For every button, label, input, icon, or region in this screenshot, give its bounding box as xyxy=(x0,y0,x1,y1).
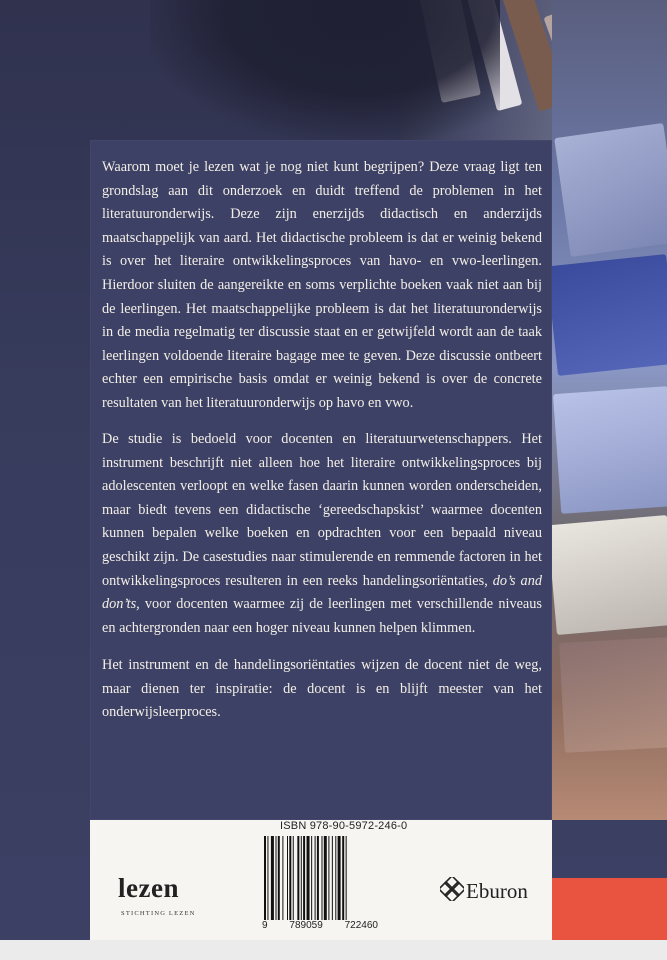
blurb-paragraph-2-emphasis: do’s and don’ts, xyxy=(102,572,542,613)
barcode-bar xyxy=(346,836,347,920)
barcode-digit-group-1: 789059 xyxy=(289,920,323,931)
book-cover xyxy=(552,515,667,635)
barcode-bar xyxy=(332,836,333,920)
barcode-digit-group-2: 722460 xyxy=(344,920,378,931)
barcode-bar xyxy=(293,836,294,920)
barcode-bar xyxy=(338,836,341,920)
barcode-bar xyxy=(322,836,323,920)
barcode-bar xyxy=(264,836,266,920)
barcode-bar xyxy=(289,836,291,920)
book-cover xyxy=(553,386,667,514)
accent-block xyxy=(552,878,667,940)
barcode-digit-lead: 9 xyxy=(262,920,268,931)
barcode-bar xyxy=(276,836,277,920)
barcode-bar xyxy=(267,836,268,920)
barcode xyxy=(262,836,378,920)
book-cover xyxy=(552,254,667,376)
book-cover xyxy=(554,123,667,257)
blurb-paragraph-2-part-2: voor docenten waarmee zij de leerlingen met verschillende niveaus en achtergronden naar een hoger niveau kunnen helpen klimmen. xyxy=(102,596,542,636)
barcode-bar xyxy=(303,836,305,920)
eburon-diamond-icon xyxy=(440,877,464,901)
eburon-logo-text: Eburon xyxy=(466,879,528,903)
blurb-paragraph-1: Waarom moet je lezen wat je nog niet kunt begrijpen? Deze vraag ligt ten grondslag aan dit onderzoek en duidt treffend de problemen in het literatuuronderwijs. Deze zijn enerzijds didactisch en anderzijds maatschappelijk van aard. Het didactische probleem is dat er weinig bekend is over het literaire ontwikkelingsproces van havo- en vwo-leerlingen. Hierdoor sluiten de aangereikte en soms verplichte boeken vaak niet aan bij de leerlingen. Het maatschappelijke probleem is dat het literatuuronderwijs in de media regelmatig ter discussie staat en er getwijfeld wordt aan de taak leerlingen voldoende literaire bagage mee te geven. Deze discussie ontbeert echter een empirische basis omdat er weinig bekend is over de concrete resultaten van het literatuuronderwijs op havo en vwo. xyxy=(102,159,542,411)
page-edge xyxy=(0,940,667,960)
barcode-bar xyxy=(328,836,329,920)
barcode-bar xyxy=(324,836,327,920)
barcode-bar xyxy=(282,836,283,920)
barcode-bar xyxy=(315,836,316,920)
barcode-digits xyxy=(262,920,378,931)
blurb-paragraph-2-part-1: De studie is bedoeld voor docenten en literatuurwetenschappers. Het instrument beschrijft niet alleen hoe het literaire ontwikkelingsproces bij adolescenten verloopt en welke fasen daarin kunnen worden onderscheiden, maar biedt tevens een didactische ‘gereedschapskist’ waarmee docenten kunnen bepalen welke boeken en opdrachten voor een bepaald niveau geschikt zijn. De casestudies naar stimulerende en remmende factoren in het ontwikkelingsproces resulteren in een reeks handelingsoriëntaties, xyxy=(102,431,542,589)
book-cover xyxy=(559,637,667,753)
barcode-bar xyxy=(335,836,336,920)
barcode-bar xyxy=(271,836,274,920)
barcode-bar xyxy=(342,836,344,920)
isbn-label: ISBN 978-90-5972-246-0 xyxy=(280,820,408,832)
barcode-bar xyxy=(307,836,310,920)
barcode-bar xyxy=(278,836,280,920)
blurb-paragraph-2 xyxy=(102,428,542,640)
barcode-bar xyxy=(297,836,299,920)
lezen-subtitle: STICHTING LEZEN xyxy=(121,910,196,917)
barcode-bar xyxy=(301,836,302,920)
blurb-paragraph-3: Het instrument en de handelingsoriëntaties wijzen de docent niet de weg, maar dienen ter inspiratie: de docent is en blijft meester van het onderwijsleerproces. xyxy=(102,657,542,721)
barcode-bar xyxy=(287,836,288,920)
lezen-logo: lezen xyxy=(118,873,179,903)
barcode-bar xyxy=(311,836,312,920)
shadow-silhouette xyxy=(150,0,500,140)
barcode-bar xyxy=(317,836,319,920)
cover-photo-books xyxy=(552,0,667,820)
